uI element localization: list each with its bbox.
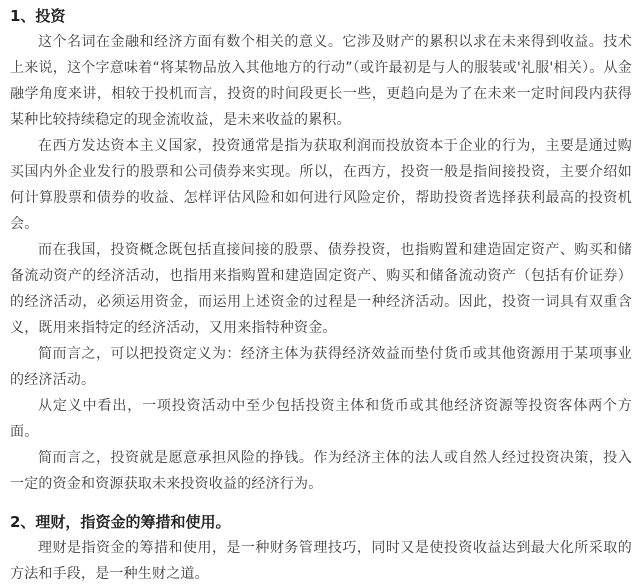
section-1-paragraph-3: 而在我国，投资概念既包括直接间接的股票、债券投资，也指购置和建造固定资产、购买和储备流动资产的经济活动，也指用来指购置和建造固定资产、购买和储备流动资产（包括有价证券）的经济活动，必须运用资金，而运用上述资金的过程是一种经济活动。因此，投资一词具有双重含义，既用来指特定的经济活动，又用来指特种资金。 bbox=[10, 242, 632, 336]
section-2-paragraph-1: 理财是指资金的筹措和使用，是一种财务管理技巧，同时又是使投资收益达到最大化所采取的方法和手段，是一种生财之道。 bbox=[10, 540, 632, 582]
section-1-paragraph-6: 简而言之，投资就是愿意承担风险的挣钱。作为经济主体的法人或自然人经过投资决策，投入一定的资金和资源获取未来投资收益的经济行为。 bbox=[10, 450, 632, 492]
section-1-paragraph-2: 在西方发达资本主义国家，投资通常是指为获取利润而投放资本于企业的行为，主要是通过购买国内外企业发行的股票和公司债券来实现。所以，在西方，投资一般是指间接投资，主要介绍如何计算股票和债券的收益、怎样评估风险和如何进行风险定价，帮助投资者选择获利最高的投资机会。 bbox=[10, 138, 632, 232]
section-2-heading: 2、理财，指资金的筹措和使用。 bbox=[10, 513, 231, 531]
section-1-paragraph-4: 简而言之，可以把投资定义为：经济主体为获得经济效益而垫付货币或其他资源用于某项事业的经济活动。 bbox=[10, 346, 632, 388]
section-1-paragraph-1: 这个名词在金融和经济方面有数个相关的意义。它涉及财产的累积以求在未来得到收益。技术上来说，这个字意味着“将某物品放入其他地方的行动”（或许最初是与人的服装或'礼服'相关）。从金融学角度来讲，相较于投机而言，投资的时间段更长一些，更趋向是为了在未来一定时间段内获得某种比较持续稳定的现金流收益，是未来收益的累积。 bbox=[10, 34, 632, 128]
section-1-heading: 1、投资 bbox=[10, 7, 66, 25]
section-1-paragraph-5: 从定义中看出，一项投资活动中至少包括投资主体和货币或其他经济资源等投资客体两个方面。 bbox=[10, 398, 632, 440]
